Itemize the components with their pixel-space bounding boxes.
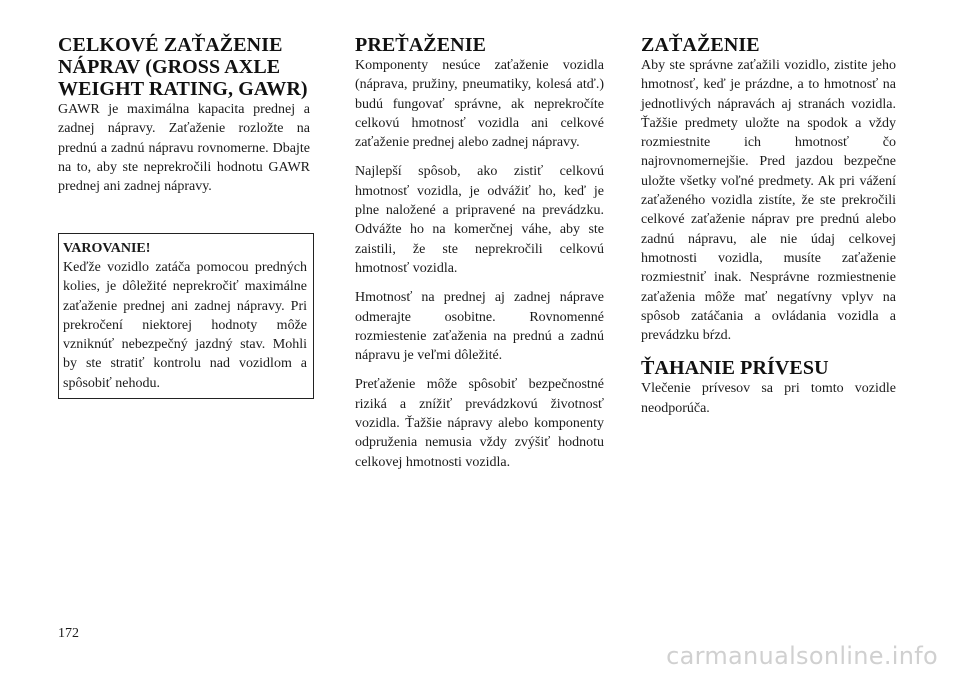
paragraph-zatazenie: Aby ste správne zaťažili vozidlo, zistite jeho hmotnosť, keď je prázdne, a to hmotnosť na jednotlivých nápravách aj stranách vozidla. Ťažšie predmety uložte na spodok a vždy rozmiestnite ich hmotnosť čo najrovnomernejšie. Pred jazdou bezpečne uložte všetky voľné predmety. Ak pri vážení zaťaženého vozidla zistíte, že ste prekročili celkové zaťaženie náprav pre prednú alebo zadnú nápravu, ale nie údaj celkovej hmotnosti vozidla, musíte zaťaženie rozmiestniť inak. Nesprávne rozmiestnenie zaťaženia môže mať negatívny vplyv na spôsob zatáčania a ovládania vozidla a prevádzku bŕzd. xyxy=(641,58,896,344)
paragraph-pretazenie-1: Komponenty nesúce zaťaženie vozidla (náprava, pružiny, pneumatiky, kolesá atď.) budú fungovať správne, ak neprekročíte celkovú hmotnosť vozidla ani celkové zaťaženie prednej alebo zadnej nápravy. xyxy=(355,58,604,151)
column-right xyxy=(641,34,896,428)
paragraph-pretazenie-2: Najlepší spôsob, ako zistiť celkovú hmotnosť vozidla, je odvážiť ho, keď je plne naložené a pripravené na prevádzku. Odvážte ho na komerčnej váhe, aby ste zaistili, že ste neprekročili celkovú hmotnosť vozidla. xyxy=(355,164,604,276)
heading-tahanie-privesu: ŤAHANIE PRÍVESU xyxy=(641,357,829,380)
paragraph-gawr: GAWR je maximálna kapacita prednej a zadnej nápravy. Zaťaženie rozložte na prednú a zadnú nápravu rovnomerne. Dbajte na to, aby ste neprekročili hodnotu GAWR prednej ani zadnej nápravy. xyxy=(58,102,310,195)
paragraph-tahanie-privesu: Vlečenie prívesov sa pri tomto vozidle neodporúča. xyxy=(641,381,896,416)
heading-pretazenie: PREŤAŽENIE xyxy=(355,34,487,56)
watermark: carmanualsonline.info xyxy=(666,642,938,670)
column-middle xyxy=(355,34,604,482)
heading-zatazenie: ZAŤAŽENIE xyxy=(641,34,760,56)
warning-title: VAROVANIE! xyxy=(63,241,151,256)
paragraph-pretazenie-3: Hmotnosť na prednej aj zadnej náprave odmerajte osobitne. Rovnomenné rozmiestenie zaťaženia na prednú a zadnú nápravu je veľmi dôležité. xyxy=(355,290,604,364)
column-left xyxy=(58,34,310,206)
warning-text: Keďže vozidlo zatáča pomocou predných kolies, je dôležité neprekročiť maximálne zaťaženie prednej ani zadnej nápravy. Pri prekročení niektorej hodnoty môže vzniknúť nebezpečný jazdný stav. Mohli by ste stratiť kontrolu nad vozidlom a spôsobiť nehodu. xyxy=(63,260,307,391)
warning-box xyxy=(58,233,314,399)
heading-gawr: CELKOVÉ ZAŤAŽENIE NÁPRAV (GROSS AXLE WEIGHT RATING, GAWR) xyxy=(58,34,308,100)
page-number: 172 xyxy=(58,626,79,641)
paragraph-pretazenie-4: Preťaženie môže spôsobiť bezpečnostné riziká a znížiť prevádzkovú životnosť vozidla. Ťažšie nápravy alebo komponenty odpruženia nemusia vždy zvýšiť hodnotu celkovej hmotnosti vozidla. xyxy=(355,377,604,470)
